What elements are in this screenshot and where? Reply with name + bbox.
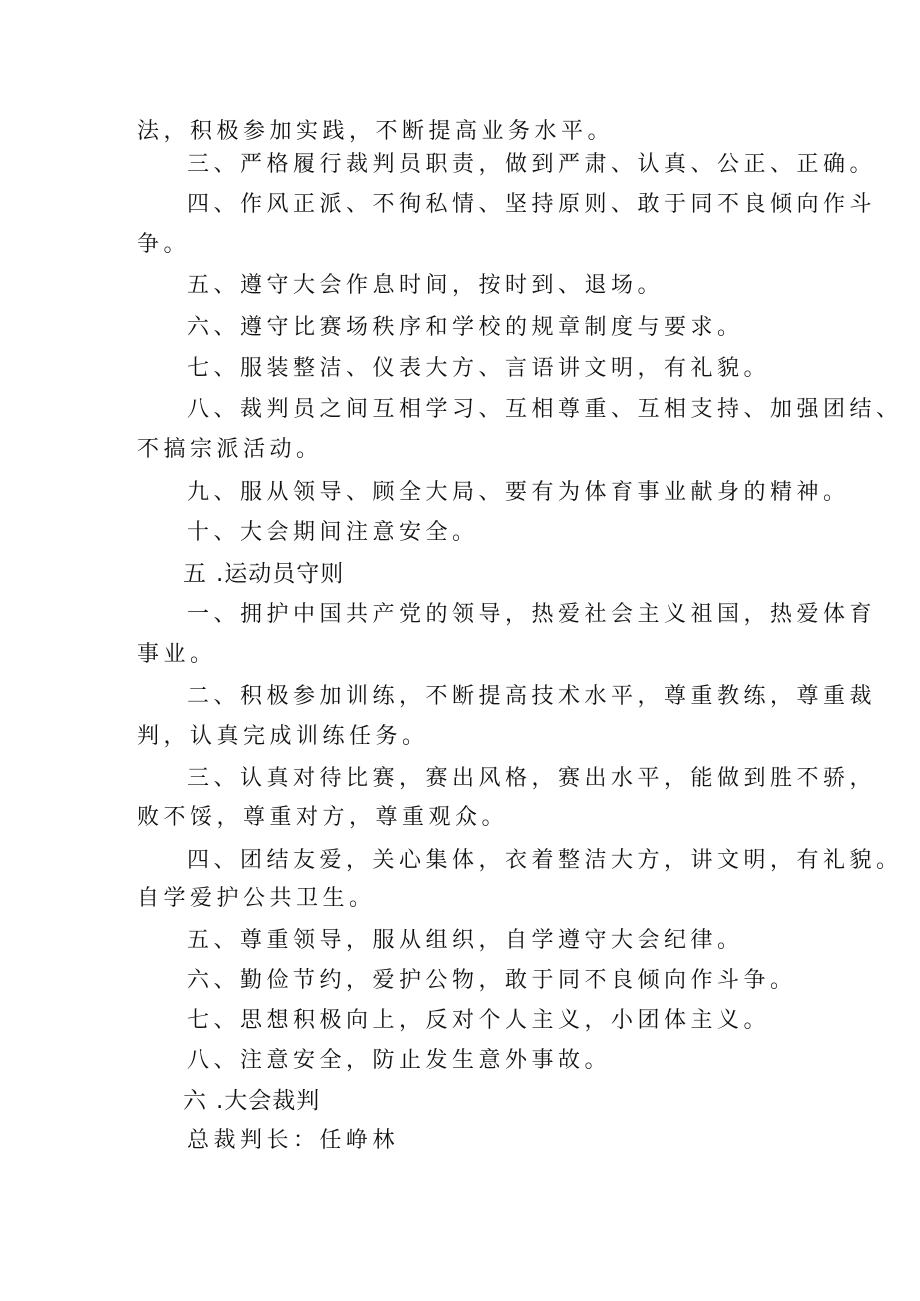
- paragraph-line: 二、积极参加训练，不断提高技术水平，尊重教练，尊重裁: [187, 684, 877, 709]
- paragraph-line: 七、服装整洁、仪表大方、言语讲文明，有礼貌。: [187, 356, 771, 381]
- paragraph-line: 法，积极参加实践，不断提高业务水平。: [137, 119, 615, 144]
- paragraph-line: 四、作风正派、不徇私情、坚持原则、敢于同不良倾向作斗: [187, 192, 877, 217]
- paragraph-line: 九、服从领导、顾全大局、要有为体育事业献身的精神。: [187, 480, 850, 505]
- section-heading: [183, 559, 344, 589]
- paragraph-line: 八、注意安全，防止发生意外事故。: [187, 1048, 612, 1073]
- paragraph-line: 十、大会期间注意安全。: [187, 520, 479, 545]
- paragraph-line: 八、裁判员之间互相学习、互相尊重、互相支持、加强团结、: [187, 397, 903, 422]
- paragraph-line: 六、勤俭节约，爱护公物，敢于同不良倾向作斗争。: [187, 968, 797, 993]
- paragraph-line: 不搞宗派活动。: [137, 437, 323, 462]
- section-title: .大会裁判: [216, 1088, 321, 1114]
- paragraph-line: 一、拥护中国共产党的领导，热爱社会主义祖国，热爱体育: [187, 602, 877, 627]
- paragraph-line: 六、遵守比赛场秩序和学校的规章制度与要求。: [187, 315, 744, 340]
- paragraph-line: 五、尊重领导，服从组织，自学遵守大会纪律。: [187, 928, 744, 953]
- paragraph-line: 三、认真对待比赛，赛出风格，赛出水平，能做到胜不骄，: [187, 766, 877, 791]
- paragraph-line: 自学爱护公共卫生。: [137, 886, 376, 911]
- section-number: 六: [183, 1088, 216, 1114]
- section-number: 五: [183, 561, 216, 587]
- paragraph-line: 总裁判长：任峥林: [187, 1128, 400, 1153]
- paragraph-line: 判，认真完成训练任务。: [137, 724, 429, 749]
- paragraph-line: 三、严格履行裁判员职责，做到严肃、认真、公正、正确。: [187, 152, 877, 177]
- paragraph-line: 五、遵守大会作息时间，按时到、退场。: [187, 273, 665, 298]
- paragraph-line: 四、团结友爱，关心集体，衣着整洁大方，讲文明，有礼貌。: [187, 848, 903, 873]
- section-title: .运动员守则: [216, 561, 345, 587]
- paragraph-line: 败不馁，尊重对方，尊重观众。: [137, 805, 509, 830]
- paragraph-line: 争。: [137, 232, 191, 257]
- paragraph-line: 事业。: [137, 642, 217, 667]
- section-heading: [183, 1086, 320, 1116]
- paragraph-line: 七、思想积极向上，反对个人主义，小团体主义。: [187, 1008, 771, 1033]
